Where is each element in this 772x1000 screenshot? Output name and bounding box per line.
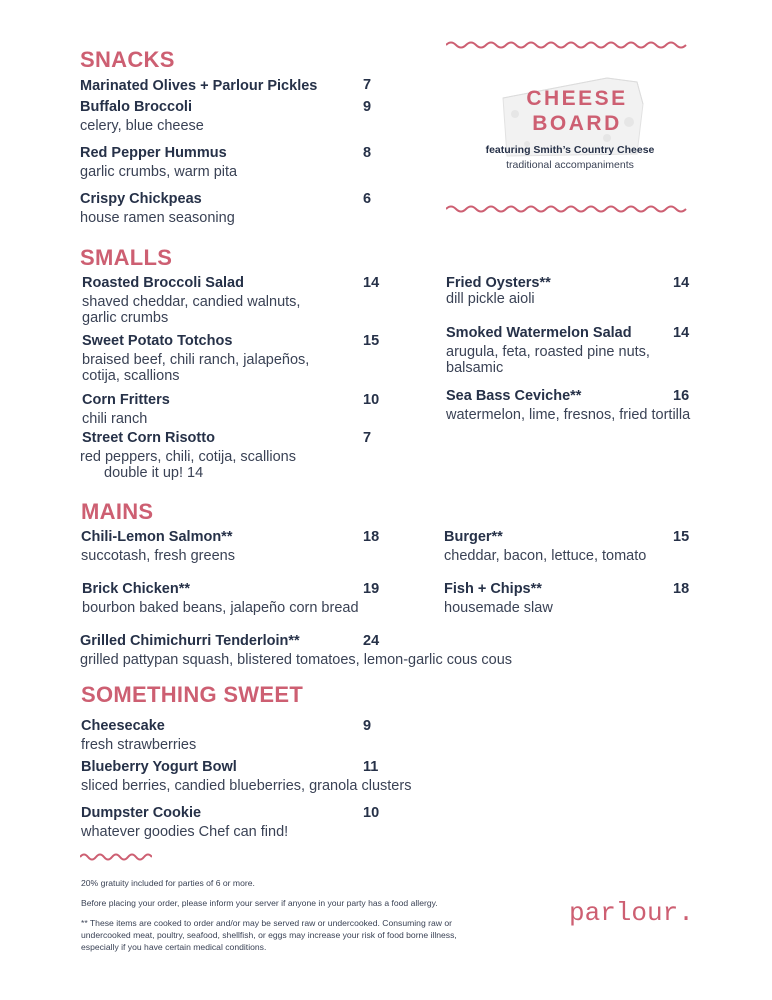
item-name: Brick Chicken**	[82, 581, 190, 597]
item-price: 15	[673, 529, 690, 545]
item-price: 18	[363, 529, 380, 545]
item-description: braised beef, chili ranch, jalapeños,	[82, 352, 310, 368]
double-it-up-note: double it up! 14	[104, 465, 204, 481]
wave-divider-icon	[446, 40, 694, 50]
menu-item	[81, 529, 235, 564]
warning-line: especially if you have certain medical conditions.	[81, 942, 267, 952]
item-price: 7	[363, 77, 372, 93]
menu-item	[444, 529, 646, 564]
cheese-title-line2: BOARD	[532, 112, 622, 135]
item-description: balsamic	[446, 360, 504, 376]
menu-item	[81, 718, 196, 753]
warning-line: ** These items are cooked to order and/or may be served raw or undercooked. Consuming raw or	[81, 918, 452, 928]
item-price: 18	[673, 581, 690, 597]
menu-item	[82, 275, 300, 326]
item-price: 9	[363, 718, 372, 734]
item-name: Burger**	[444, 529, 503, 545]
menu-item	[82, 430, 296, 481]
item-description: bourbon baked beans, jalapeño corn bread	[82, 600, 359, 616]
parlour-logo: parlour.	[569, 898, 694, 928]
menu-item	[81, 805, 288, 840]
item-price: 6	[363, 191, 372, 207]
item-description: watermelon, lime, fresnos, fried tortilla	[446, 407, 691, 423]
item-description: arugula, feta, roasted pine nuts,	[446, 344, 650, 360]
cheese-featuring: featuring Smith’s Country Cheese	[485, 144, 655, 156]
item-description: cheddar, bacon, lettuce, tomato	[444, 548, 647, 564]
item-description: dill pickle aioli	[446, 291, 535, 307]
item-description: chili ranch	[82, 411, 148, 427]
cheese-board-title	[497, 86, 657, 136]
menu-item	[444, 581, 553, 616]
item-name: Red Pepper Hummus	[80, 145, 227, 161]
item-price: 14	[673, 325, 690, 341]
item-price: 10	[363, 392, 380, 408]
section-title-smalls: SMALLS	[80, 245, 173, 270]
menu-item	[82, 581, 359, 616]
gratuity-note: 20% gratuity included for parties of 6 or more.	[81, 878, 255, 888]
item-description: shaved cheddar, candied walnuts,	[82, 294, 301, 310]
item-description: succotash, fresh greens	[81, 548, 235, 564]
item-description: garlic crumbs, warm pita	[80, 164, 238, 180]
menu-item	[81, 759, 411, 794]
item-description: garlic crumbs	[82, 310, 169, 326]
section-title-something-sweet: SOMETHING SWEET	[81, 682, 304, 707]
item-name: Chili-Lemon Salmon**	[81, 529, 233, 545]
item-description: fresh strawberries	[81, 737, 197, 753]
menu-item	[446, 325, 650, 376]
warning-line: undercooked meat, poultry, seafood, shellfish, or eggs may increase your risk of food borne illness,	[81, 930, 457, 940]
item-description: grilled pattypan squash, blistered tomatoes, lemon-garlic cous cous	[80, 652, 513, 668]
item-name: Marinated Olives + Parlour Pickles	[80, 78, 318, 94]
menu-item	[446, 388, 690, 423]
item-name: Sea Bass Ceviche**	[446, 388, 582, 404]
item-price: 8	[363, 145, 372, 161]
item-price: 11	[363, 759, 379, 775]
item-name: Sweet Potato Totchos	[82, 333, 233, 349]
wave-divider-icon	[80, 852, 152, 862]
item-price: 16	[673, 388, 690, 404]
section-title-mains: MAINS	[81, 499, 154, 524]
wave-divider-icon	[446, 204, 694, 214]
menu-item	[80, 77, 317, 95]
menu-item	[82, 392, 170, 427]
raw-food-warning	[81, 917, 457, 953]
item-description: red peppers, chili, cotija, scallions	[80, 449, 296, 465]
item-price: 7	[363, 430, 372, 446]
menu-item	[80, 145, 237, 180]
item-name: Street Corn Risotto	[82, 430, 215, 446]
item-price: 14	[363, 275, 380, 291]
item-price: 14	[673, 275, 690, 291]
item-name: Grilled Chimichurri Tenderloin**	[80, 633, 300, 649]
menu-item	[446, 275, 551, 307]
cheese-title-line1: CHEESE	[526, 87, 628, 110]
item-price: 9	[363, 99, 372, 115]
item-description: whatever goodies Chef can find!	[81, 824, 289, 840]
item-name: Dumpster Cookie	[81, 805, 202, 821]
item-name: Roasted Broccoli Salad	[82, 275, 244, 291]
allergy-note: Before placing your order, please inform your server if anyone in your party has a food allergy.	[81, 898, 438, 908]
item-name: Corn Fritters	[82, 392, 170, 408]
menu-item	[82, 333, 309, 384]
item-price: 15	[363, 333, 380, 349]
item-name: Fish + Chips**	[444, 581, 542, 597]
menu-item	[80, 633, 512, 668]
item-name: Buffalo Broccoli	[80, 99, 192, 115]
item-name: Blueberry Yogurt Bowl	[81, 759, 237, 775]
item-name: Cheesecake	[81, 718, 165, 734]
menu-item	[80, 99, 204, 134]
item-price: 24	[363, 633, 380, 649]
item-description: house ramen seasoning	[80, 210, 235, 226]
item-price: 19	[363, 581, 380, 597]
item-description: sliced berries, candied blueberries, granola clusters	[81, 778, 412, 794]
menu-item	[80, 191, 235, 226]
item-name: Fried Oysters**	[446, 275, 551, 291]
item-description: celery, blue cheese	[80, 118, 204, 134]
item-price: 10	[363, 805, 380, 821]
item-description: cotija, scallions	[82, 368, 180, 384]
section-title-snacks: SNACKS	[80, 47, 175, 72]
cheese-accompaniments: traditional accompaniments	[506, 159, 634, 171]
item-name: Smoked Watermelon Salad	[446, 325, 632, 341]
item-description: housemade slaw	[444, 600, 553, 616]
item-name: Crispy Chickpeas	[80, 191, 202, 207]
